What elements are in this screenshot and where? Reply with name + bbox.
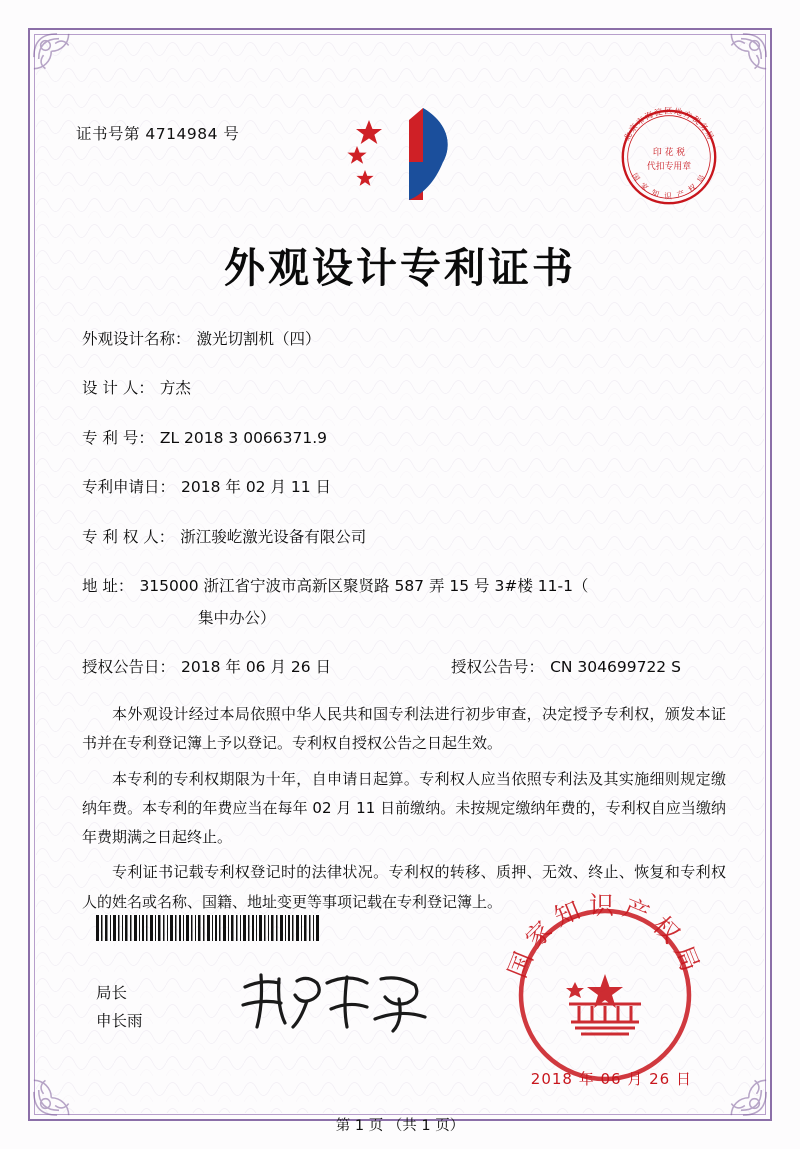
paragraph: 专利证书记载专利权登记时的法律状况。专利权的转移、质押、无效、终止、恢复和专利权人的姓名或名称、国籍、地址变更等事项记载在专利登记簿上。 (82, 863, 726, 911)
cnipa-logo-icon (335, 100, 465, 210)
grant-number-value: CN 304699722 S (550, 658, 681, 677)
director-name: 申长雨 (96, 1011, 143, 1030)
field-application-date (82, 473, 730, 502)
svg-text:北京市海淀区地方税务局: 北京市海淀区地方税务局 (622, 106, 716, 143)
field-list (82, 325, 730, 703)
grant-date-value: 2018 年 06 月 26 日 (181, 658, 332, 677)
barcode (96, 915, 321, 941)
field-patentee (82, 523, 730, 552)
field-value: 2018 年 02 月 11 日 (181, 478, 332, 497)
field-designer (82, 374, 730, 403)
field-value: 315000 浙江省宁波市高新区聚贤路 587 弄 15 号 3#楼 11-1（ (139, 577, 589, 596)
paragraph: 本专利的专利权期限为十年，自申请日起算。专利权人应当依照专利法及其实施细则规定缴纳年费。本专利的年费应当在每年 02 月 11 日前缴纳。未按规定缴纳年费的，专利权自应当缴纳年费期满之日起终止。 (82, 769, 726, 846)
director-label: 局长 (96, 984, 128, 1002)
seal-date: 2018 年 06 月 26 日 (530, 1070, 692, 1088)
field-label: 专 利 权 人： (82, 527, 175, 546)
field-value: 方杰 (159, 379, 191, 398)
grant-date-label: 授权公告日： (82, 658, 176, 677)
field-label: 设 计 人： (82, 379, 154, 398)
handwritten-signature (235, 965, 435, 1035)
svg-text:印 花 税: 印 花 税 (652, 148, 686, 159)
field-address-continued (82, 604, 730, 633)
field-label: 外观设计名称： (82, 330, 191, 348)
page-title: 外观设计专利证书 (224, 244, 576, 292)
field-label: 地 址： (82, 577, 134, 596)
svg-text:国 家 知 识 产 权 局: 国 家 知 识 产 权 局 (629, 171, 709, 201)
tax-stamp (610, 98, 728, 216)
svg-text:国家知识产权局: 国家知识产权局 (502, 891, 708, 982)
grant-number-label: 授权公告号： (451, 658, 545, 677)
field-value: 集中办公） (198, 608, 276, 627)
field-value: 浙江骏屹激光设备有限公司 (180, 527, 367, 546)
signature-block (96, 980, 143, 1036)
field-address (82, 572, 730, 601)
certificate-content (60, 60, 740, 1089)
field-label: 专利申请日： (82, 478, 176, 497)
field-design-name (82, 325, 730, 354)
field-value: 激光切割机（四） (196, 330, 321, 348)
field-grant-announcement (82, 653, 730, 682)
field-label: 专 利 号： (82, 428, 154, 447)
field-value: ZL 2018 3 0066371.9 (159, 428, 328, 447)
page-footer: 第 1 页 （共 1 页） (335, 1118, 465, 1134)
svg-text:代扣专用章: 代扣专用章 (646, 161, 692, 172)
certificate-number: 证书号第 4714984 号 (76, 125, 240, 143)
field-patent-number (82, 424, 730, 453)
paragraph: 本外观设计经过本局依照中华人民共和国专利法进行初步审查，决定授予专利权，颁发本证书并在专利登记簿上予以登记。专利权自授权公告之日起生效。 (82, 705, 726, 753)
